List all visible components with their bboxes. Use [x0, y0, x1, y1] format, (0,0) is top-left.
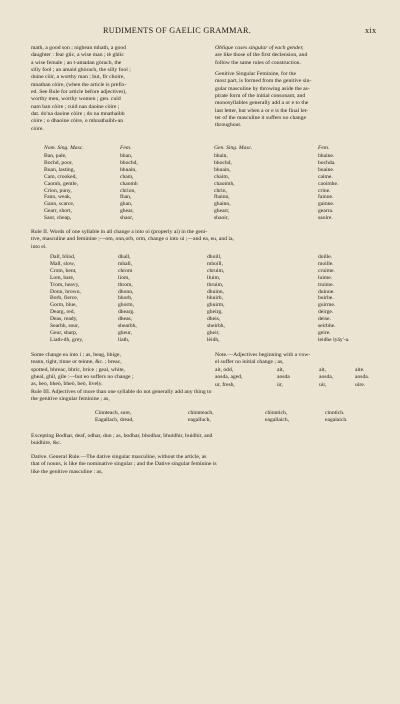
table2-genitive-line: lluim,	[207, 274, 221, 281]
left-intro-line: còire ; o dhaoine còire, o mhnathaibh-an	[31, 118, 124, 125]
left-lower-line: gheal, ghil, gile :—but eo suffers no change ;	[31, 374, 134, 381]
table2-genitive-line: sheirbh,	[207, 323, 225, 330]
right-intro-line: gular masculine by throwing aside the as-	[215, 85, 310, 92]
right-intro-line: most part, is formed from the genitive sin-	[215, 78, 312, 85]
table2-nominative-line: Liath-dh, grey,	[50, 336, 84, 343]
table2-genitive-fem-line: deise.	[318, 316, 331, 323]
table2-genitive-line: bhuirb,	[207, 295, 224, 302]
table3-cell: Eagallach, dread,	[95, 417, 134, 424]
dative-rule-line: that of nouns, is like the nominative singular ; and the Dative singular feminine is	[31, 461, 217, 468]
table1-genitive-line: bhain,	[214, 153, 228, 159]
right-intro-line: are like those of the first declension, and	[215, 52, 308, 59]
table2-feminine-line: shearbh,	[118, 323, 137, 330]
table1-genitive-fem-line: caime.	[318, 173, 333, 180]
table3-cell: Cinnteach, sure,	[95, 410, 132, 416]
right-intro-line: throughout.	[215, 122, 242, 129]
table1-genitive-line: shaoir,	[214, 215, 229, 222]
note-line: el suffer no initial change ; as,	[215, 359, 284, 366]
table1-genitive-fem-line: caoimhe.	[318, 180, 339, 187]
table2-nominative-line: Deas, ready,	[50, 316, 78, 323]
rule-two-line: tive, masculine and feminine ;—om, onn,orb, orm, change o into ui ;—and ea, eu, and ia,	[31, 236, 234, 243]
table2-nominative-line: Gorm, blue,	[50, 302, 77, 309]
table2-feminine-line: dhearg.	[118, 309, 135, 316]
right-intro-line: ter of the masculine it suffers no change	[215, 115, 307, 122]
right-intro-line: pirate form of the initial consonant, and	[215, 93, 306, 100]
table1-nominative-line: Bochd, poor,	[44, 159, 73, 166]
table2-genitive-fem-line: luime.	[318, 274, 333, 281]
table1-nominative-line: Gann, scarce,	[44, 201, 75, 208]
rule-two-paragraph	[31, 229, 234, 251]
table1-feminine-line: bhochd,	[120, 159, 138, 166]
table1-feminine-line: shaor,	[120, 215, 134, 222]
left-intro-line: dat. do'na daoine còire ; do na mnathaibh	[31, 111, 125, 118]
rule-three-paragraph	[31, 389, 212, 404]
table1-genitive-line: ghearr,	[214, 208, 230, 215]
left-intro-line: duine còir, a worthy man ; but, fir choire,	[31, 74, 125, 81]
note-row-cell: uir,	[319, 381, 327, 388]
table2-feminine-line: throm,	[118, 281, 133, 288]
left-intro-line: math, a good son ; nighean mhath, a good	[31, 45, 127, 51]
note-row-cell: aosda, aged,	[215, 374, 243, 381]
rule-two-line: into ei.	[31, 243, 47, 250]
dative-rule-line: Dative. General Rule.—The dative singular masculine, without the article, as	[31, 454, 207, 460]
table3-cell: eagalaich.	[325, 417, 348, 424]
table1-genitive-fem-line: bochda.	[318, 159, 336, 166]
excepting-line: Excepting Bodhar, deaf, odhar, dun ; as, bodhar, bhodhar, bhuidhir, buidhir, and	[31, 433, 213, 439]
note-row-cell: uire.	[355, 381, 366, 388]
left-intro-line: worthy men, worthy women ; gen. cuid	[31, 96, 121, 103]
left-intro-line: còire.	[31, 125, 44, 132]
right-intro-paragraph	[215, 45, 311, 130]
table2-nominative-line: Borb, fierce,	[50, 295, 79, 302]
right-intro-line: last letter, but when a or e is the final let-	[215, 107, 309, 114]
table2-feminine-line: chrom	[118, 267, 133, 274]
table1-col-nominative	[44, 153, 78, 222]
left-intro-line: ed. See Rule for article before adjectives),	[31, 89, 127, 96]
left-lower-paragraph	[31, 352, 134, 389]
rule-three-line: Rule III. Adjectives of more than one syllable do not generally add any thing to	[31, 389, 212, 395]
table2-genitive-fem-line: leidhe lyäy'-a.	[318, 336, 350, 343]
table1-feminine-line: chaomh	[120, 180, 138, 187]
table1-genitive-line: bhuain,	[214, 166, 231, 173]
table2-feminine-line: ghorm,	[118, 302, 135, 309]
right-intro-line: monosyllables generally add a or e to the	[215, 100, 309, 107]
table1-nominative-line: Caomh, gentle,	[44, 180, 79, 187]
table2-nominative-line: Crom, bent,	[50, 267, 77, 274]
note-rows	[215, 367, 385, 391]
table1-genitive-line: chaoimh,	[214, 180, 235, 187]
left-lower-line: as, beo, bheò, bheò, beò, lively.	[31, 381, 103, 388]
table2-feminine-line: liom,	[118, 274, 130, 281]
table2-col-feminine	[118, 254, 137, 344]
table3-cell: eagalluch,	[188, 417, 211, 424]
table2-col-genitive-fem	[318, 254, 349, 344]
rule-two-line: Rule II. Words of one syllable in all change a into oi (properly ai) in the geni-	[31, 229, 208, 235]
table1-genitive-line: chaim,	[214, 173, 230, 180]
table1-feminine-line: ghear,	[120, 208, 134, 215]
rule-three-line: the genitive singular feminine ; as,	[31, 396, 110, 403]
excepting-paragraph	[31, 433, 212, 448]
left-intro-line: daughter : fear glic, a wise man ; tè ghlic	[31, 52, 124, 59]
table3-cell: chinntich,	[265, 410, 288, 416]
table1-header-gen: Gen. Sing. Masc.	[214, 145, 253, 151]
table2-genitive-fem-line: guirme.	[318, 302, 336, 309]
table2-genitive-line: gheirg,	[207, 309, 223, 316]
table1-col-genitive-fem	[318, 153, 338, 222]
table2-genitive-fem-line: duinne.	[318, 288, 335, 295]
right-intro-line: Genitive Singular Feminine, for the	[215, 71, 297, 78]
table1-nominative-line: Gearr, short,	[44, 208, 72, 215]
table2-genitive-line: chruim,	[207, 267, 225, 274]
table1-header-fem: Fem.	[120, 145, 132, 151]
note-row-cell: aite.	[355, 367, 365, 373]
table2-nominative-line: Searbh, sour,	[50, 323, 80, 330]
table2-genitive-fem-line: seirbhe.	[318, 323, 336, 330]
left-intro-line: mnathan còire, (when the article is prefix-	[31, 81, 127, 88]
table1-col-feminine	[120, 153, 138, 222]
table1-nominative-line: Crion, puny,	[44, 187, 72, 194]
note-row-cell: aosda,	[319, 374, 334, 381]
table2-col-genitive	[207, 254, 225, 344]
table1-feminine-line: ghan,	[120, 201, 133, 208]
table2-genitive-line: dhuinn,	[207, 288, 224, 295]
table2-nominative-line: Dearg, red,	[50, 309, 75, 316]
table2-col-nominative	[50, 254, 83, 344]
table1-header-gen-fem: Fem.	[318, 145, 330, 151]
table3-cell: eagallaich,	[265, 417, 290, 424]
left-lower-line: spotted, bhreac, bhric, brice ; geal, white,	[31, 366, 125, 373]
table1-feminine-line: bhuain,	[120, 166, 137, 173]
left-intro-line: silly fool ; an amaid ghòrach, the silly fool ;	[31, 67, 131, 74]
table1-genitive-fem-line: gearra.	[318, 208, 334, 215]
table2-feminine-line: liath,	[118, 336, 130, 343]
note-paragraph	[215, 352, 310, 367]
table1-genitive-line: ghainn,	[214, 201, 231, 208]
right-intro-line: Oblique cases singular of each gender,	[215, 45, 304, 51]
note-row-cell: aosda.	[355, 374, 370, 381]
table1-feminine-line: chrion,	[120, 187, 136, 194]
table2-genitive-line: thruim,	[207, 281, 224, 288]
table1-feminine-line: cham,	[120, 173, 134, 180]
table1-nominative-line: Fann, weak,	[44, 194, 72, 201]
table1-nominative-line: Buan, lasting,	[44, 166, 75, 173]
left-lower-line: Some change ea into i ; as, beag, bhige,	[31, 352, 121, 358]
table3	[95, 410, 395, 426]
table1-genitive-fem-line: gainne.	[318, 201, 335, 208]
table2-nominative-line: Donn, brown,	[50, 288, 81, 295]
table2-genitive-line: dhoill,	[207, 254, 222, 260]
table1-genitive-fem-line: saoire.	[318, 215, 333, 222]
dative-rule-paragraph	[31, 454, 217, 476]
note-row-cell: ait, odd,	[215, 367, 234, 373]
table1-feminine-line: fhan,	[120, 194, 132, 201]
table1-genitive-fem-line: bhaine.	[318, 153, 335, 159]
page-number: xix	[365, 26, 377, 35]
left-intro-line: nam ban còire ; cuid nan daoine còire ;	[31, 103, 120, 110]
table2-genitive-line: dheis,	[207, 316, 221, 323]
running-header: RUDIMENTS OF GAELIC GRAMMAR.	[103, 26, 252, 35]
table2-feminine-line: mhall,	[118, 260, 133, 267]
table2-nominative-line: Dall, blind,	[50, 254, 76, 260]
table1-genitive-fem-line: fainne.	[318, 194, 334, 201]
table1-nominative-line: Cam, crooked,	[44, 173, 77, 180]
table2-genitive-fem-line: buirbe.	[318, 295, 334, 302]
table2-feminine-line: dhall,	[118, 254, 131, 260]
table2-nominative-line: Geur, sharp,	[50, 329, 78, 336]
table2-genitive-fem-line: cruime.	[318, 267, 335, 274]
table1-header-nom: Nom. Sing. Masc.	[44, 145, 84, 151]
right-intro-line: follow the same rules of construction.	[215, 59, 301, 66]
note-row-cell: ùr,	[277, 381, 283, 388]
table2-genitive-line: mhoill,	[207, 260, 224, 267]
table2-genitive-fem-line: deirge.	[318, 309, 334, 316]
note-row-cell: ur, fresh,	[215, 381, 235, 388]
table2-genitive-fem-line: geire.	[318, 329, 331, 336]
left-lower-line: teann, tight, tinne or teinne, &c. ; breac,	[31, 359, 122, 366]
table2-feminine-line: dhonn,	[118, 288, 134, 295]
table2-nominative-line: Lom, bare,	[50, 274, 75, 281]
table1-nominative-line: Ban, pale,	[44, 153, 67, 159]
table1-genitive-fem-line: crine.	[318, 187, 331, 194]
table2-genitive-line: gheir,	[207, 329, 220, 336]
table3-cell: chinnteach,	[188, 410, 214, 416]
table2-genitive-fem-line: moille.	[318, 260, 334, 267]
table2-genitive-fem-line: truime.	[318, 281, 335, 288]
table1-col-genitive	[214, 153, 235, 222]
table1-genitive-line: fhainn,	[214, 194, 230, 201]
note-line: Note.—Adjectives beginning with a vow-	[215, 352, 311, 358]
table2-feminine-line: dheas,	[118, 316, 133, 323]
table1-genitive-fem-line: buaine.	[318, 166, 335, 173]
table1-nominative-line: Saor, cheap,	[44, 215, 72, 222]
table2-nominative-line: Mall, slow,	[50, 260, 75, 267]
table1-genitive-line: chrin,	[214, 187, 227, 194]
table2-feminine-line: bhorb,	[118, 295, 133, 302]
table2-genitive-line: ghuirm,	[207, 302, 225, 309]
table1-feminine-line: bhan,	[120, 153, 133, 159]
note-row-cell: aosda	[277, 374, 290, 381]
table2-genitive-fem-line: doille.	[318, 254, 333, 260]
left-intro-line: a wise female ; an t-amadan gòrach, the	[31, 59, 122, 66]
excepting-line: buidhire, &c.	[31, 440, 62, 447]
table2-nominative-line: Trom, heavy,	[50, 281, 80, 288]
left-intro-paragraph	[31, 45, 131, 133]
table2-genitive-line: lèidh,	[207, 336, 220, 343]
table1-genitive-line: bhochd,	[214, 159, 232, 166]
table2-feminine-line: gheur,	[118, 329, 132, 336]
table3-cell: cinntich.	[325, 410, 345, 416]
note-row-cell: ait,	[319, 367, 326, 373]
dative-rule-line: like the genitive masculine : as,	[31, 468, 103, 475]
note-row-cell: ait,	[277, 367, 284, 373]
